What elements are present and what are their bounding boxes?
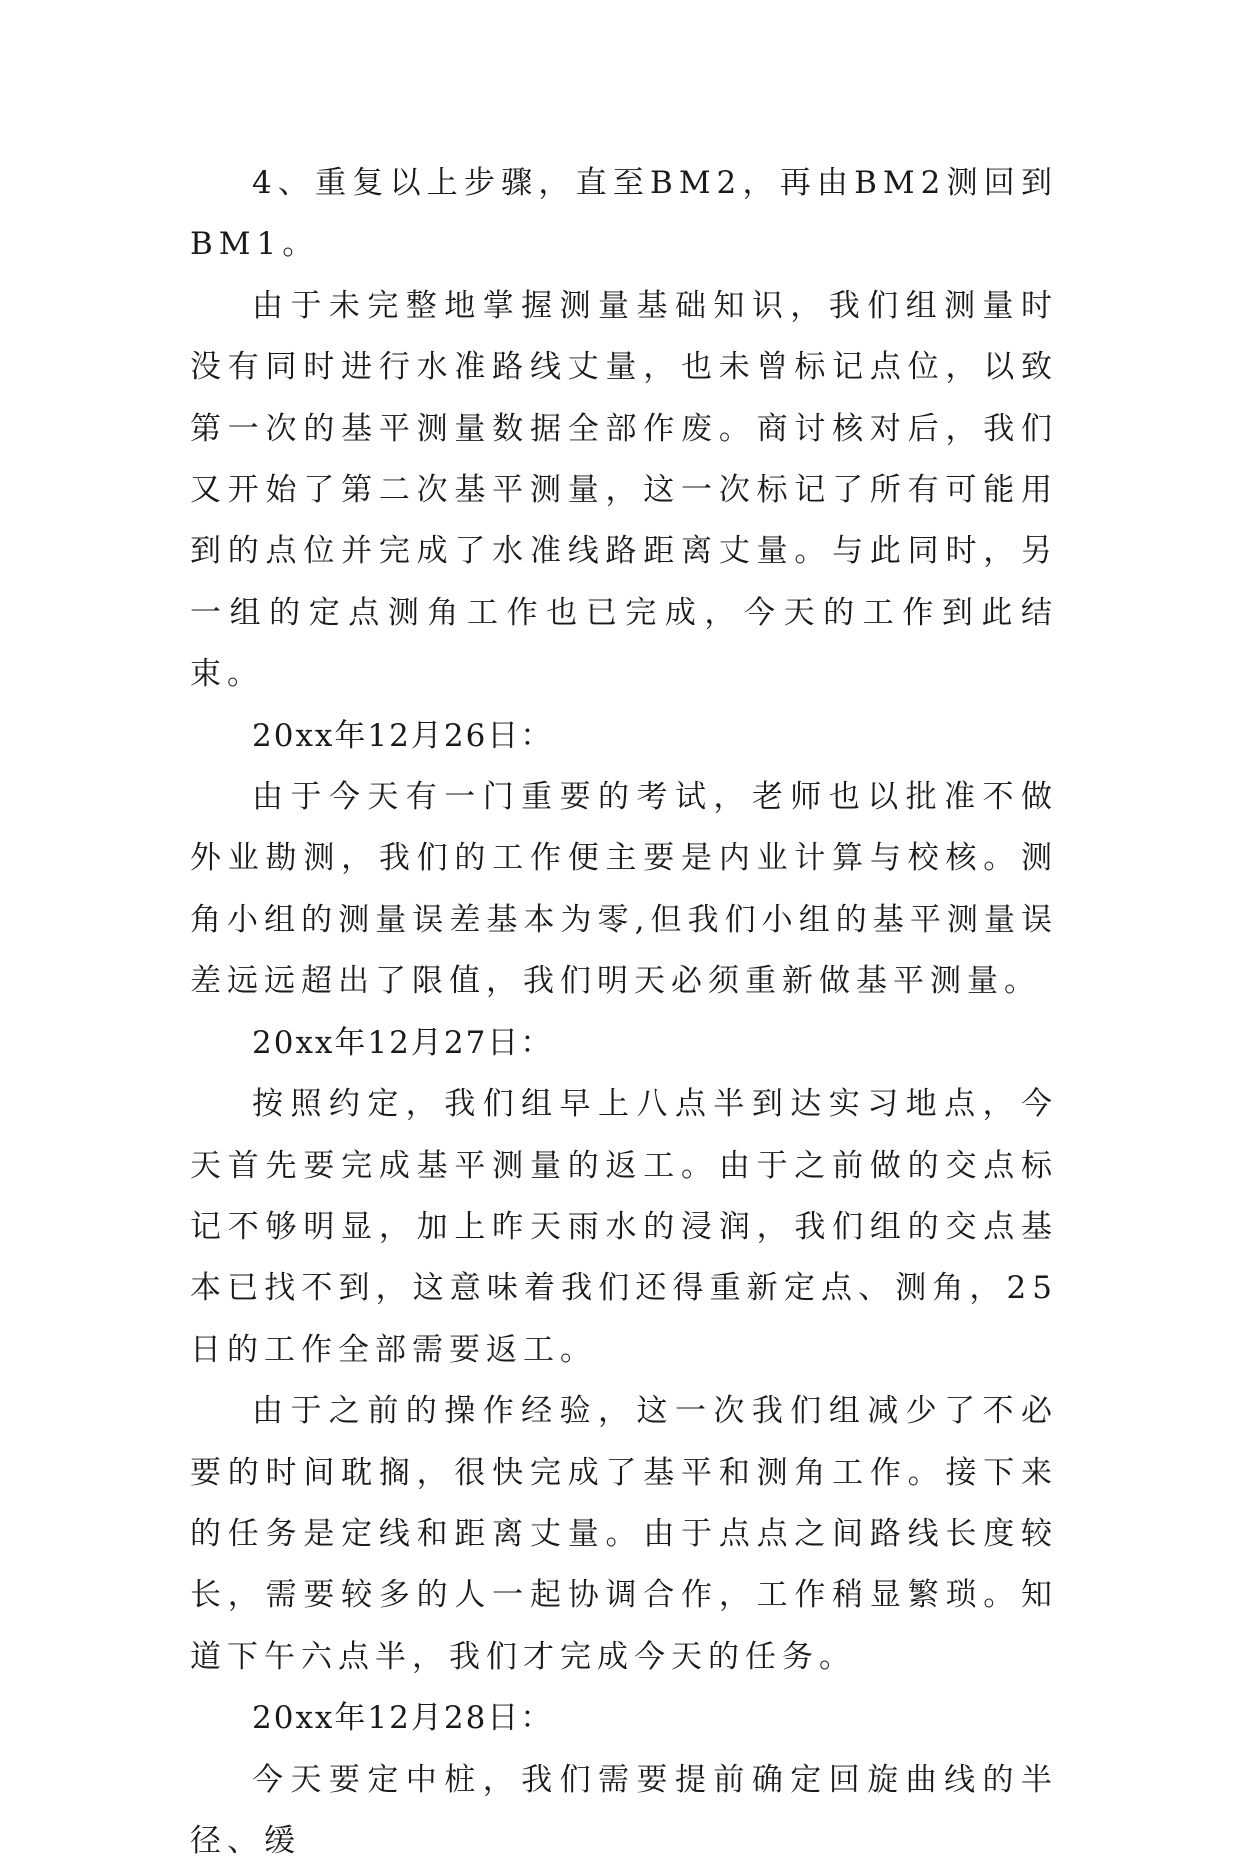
paragraph-first-leveling: 由于未完整地掌握测量基础知识，我们组测量时没有同时进行水准路线丈量，也未曾标记点位，以致第一次的基平测量数据全部作废。商讨核对后，我们又开始了第二次基平测量，这一次标记了所有可能用到的点位并完成了水准线路距离丈量。与此同时，另一组的定点测角工作也已完成，今天的工作到此结束。 [190, 287, 1058, 693]
paragraph-alignment: 由于之前的操作经验，这一次我们组减少了不必要的时间耽搁，很快完成了基平和测角工作。接下来的任务是定线和距离丈量。由于点点之间路线长度较长，需要较多的人一起协调合作，工作稍显繁琐。知道下午六点半，我们才完成今天的任务。 [190, 1393, 1058, 1675]
date-heading-28: 20xx年12月28日： [252, 1700, 554, 1737]
paragraph-step-4: 4、重复以上步骤，直至BM2，再由BM2测回到BM1。 [190, 165, 1058, 263]
date-heading-27: 20xx年12月27日： [252, 1024, 554, 1061]
date-heading-26: 20xx年12月26日： [252, 717, 554, 754]
paragraph-rework: 按照约定，我们组早上八点半到达实习地点，今天首先要完成基平测量的返工。由于之前做的交点标记不够明显，加上昨天雨水的浸润，我们组的交点基本已找不到，这意味着我们还得重新定点、测角，25日的工作全部需要返工。 [190, 1086, 1058, 1368]
document-body [190, 153, 1058, 1872]
paragraph-exam-day: 由于今天有一门重要的考试，老师也以批准不做外业勘测，我们的工作便主要是内业计算与校核。测角小组的测量误差基本为零,但我们小组的基平测量误差远远超出了限值，我们明天必须重新做基平测量。 [190, 779, 1058, 1000]
paragraph-center-stakes: 今天要定中桩，我们需要提前确定回旋曲线的半径、缓 [190, 1761, 1058, 1859]
